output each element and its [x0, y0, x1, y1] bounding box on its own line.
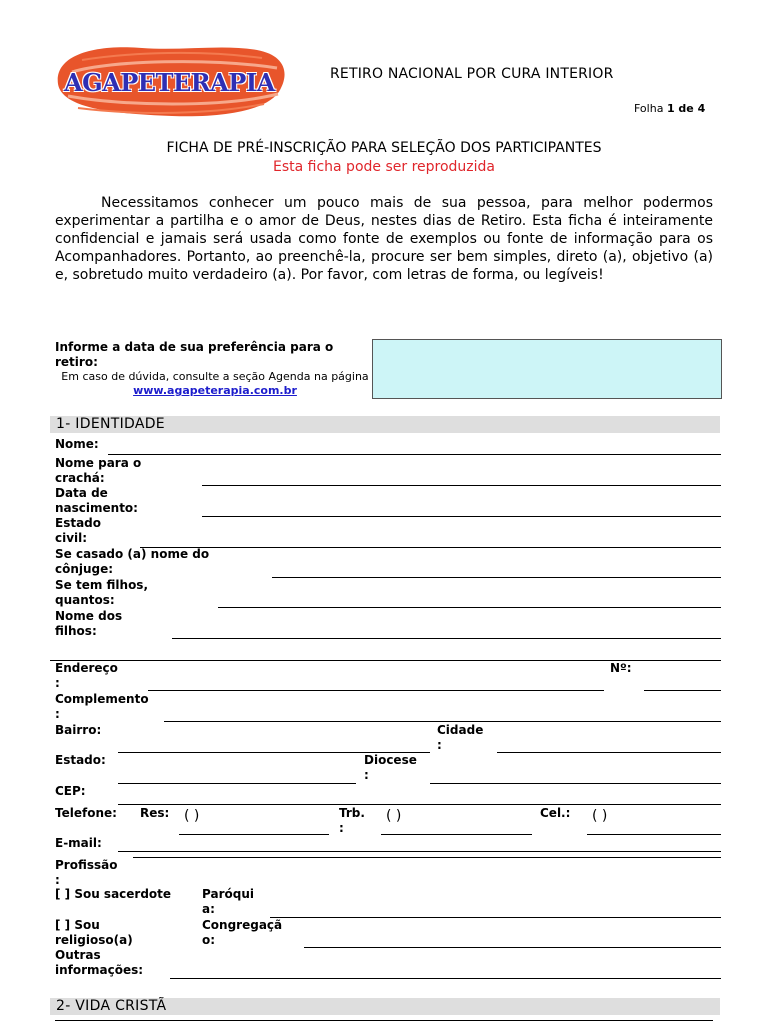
profissao-field[interactable]: [133, 857, 721, 858]
paroquia-field[interactable]: [270, 917, 721, 918]
telefone-label: Telefone:: [55, 806, 117, 820]
page-title: RETIRO NACIONAL POR CURA INTERIOR: [330, 66, 614, 82]
data-nascimento-field[interactable]: [202, 516, 721, 517]
paroquia-label: Paróqui a:: [202, 887, 254, 916]
trb-phone-field[interactable]: [381, 834, 532, 835]
nome-field[interactable]: [108, 454, 721, 455]
cidade-label: Cidade: [437, 723, 484, 737]
cidade-colon: :: [437, 738, 442, 752]
res-label: Res:: [140, 806, 170, 820]
intro-paragraph: Necessitamos conhecer um pouco mais de sua pessoa, para melhor podermos experimentar a partilha e o amor de Deus, nestes dias de Retiro. Esta ficha é inteiramente confidencial e jamais será usada como fonte de exemplos ou fonte de informação para os Acompanhadores. Portanto, ao preenchê-la, procure ser bem simples, direto (a), objetivo (a) e, sobretudo muito verdadeiro (a). Por favor, com letras de forma, ou legíveis!: [55, 195, 713, 283]
diocese-colon: :: [364, 768, 369, 782]
cel-label: Cel.:: [540, 806, 571, 820]
profissao-label: Profissão: [55, 858, 118, 872]
nome-filhos-label: Nome dos filhos:: [55, 609, 123, 638]
preferred-date-field[interactable]: [372, 339, 722, 399]
sacerdote-checkbox[interactable]: [ ] Sou sacerdote: [55, 887, 172, 901]
res-area-code: ( ): [184, 808, 200, 824]
outras-field[interactable]: [170, 978, 721, 979]
section-identity-header: 1- IDENTIDADE: [50, 416, 720, 433]
endereco-field[interactable]: [148, 690, 604, 691]
profissao-colon: :: [55, 873, 60, 887]
cep-label: CEP:: [55, 784, 86, 798]
trb-label: Trb.: [339, 806, 365, 820]
diocese-label: Diocese: [364, 753, 417, 767]
complemento-colon: :: [55, 707, 60, 721]
christian-field[interactable]: [55, 1020, 713, 1021]
complemento-label: Complemento: [55, 692, 149, 706]
form-title: FICHA DE PRÉ-INSCRIÇÃO PARA SELEÇÃO DOS PARTICIPANTES: [166, 140, 602, 156]
cidade-field[interactable]: [497, 752, 721, 753]
sheet-prefix: Folha: [634, 102, 664, 115]
conjuge-label: Se casado (a) nome do cônjuge:: [55, 547, 210, 576]
congregacao-label: Congregaçã o:: [202, 918, 283, 947]
nome-cracha-label: Nome para o crachá:: [55, 456, 142, 485]
data-nascimento-label: Data de nascimento:: [55, 486, 138, 515]
sheet-indicator: [634, 102, 705, 115]
conjuge-field[interactable]: [272, 577, 721, 578]
diocese-field[interactable]: [430, 783, 721, 784]
complemento-field[interactable]: [164, 721, 721, 722]
endereco-colon: :: [55, 676, 60, 690]
res-phone-field[interactable]: [179, 834, 329, 835]
endereco-label: Endereço: [55, 661, 118, 675]
religioso-checkbox[interactable]: [ ] Sou religioso(a): [55, 918, 133, 947]
trb-colon: :: [339, 821, 344, 835]
preference-label: Informe a data de sua preferência para o retiro:: [55, 340, 334, 369]
preference-note: [55, 370, 375, 398]
estado-civil-label: Estado civil:: [55, 516, 102, 545]
cel-area-code: ( ): [592, 808, 608, 824]
numero-label: Nº:: [610, 661, 632, 675]
cel-phone-field[interactable]: [587, 834, 721, 835]
outras-label: Outras informações:: [55, 948, 144, 977]
estado-field[interactable]: [118, 783, 356, 784]
trb-area-code: ( ): [386, 808, 402, 824]
filhos-label: Se tem filhos, quantos:: [55, 578, 149, 607]
agenda-link[interactable]: www.agapeterapia.com.br: [133, 384, 297, 397]
section-christian-header: 2- VIDA CRISTÃ: [50, 998, 720, 1015]
nome-filhos-field[interactable]: [172, 638, 721, 639]
preference-note-text: Em caso de dúvida, consulte a seção Agenda na página: [61, 370, 369, 383]
cep-field[interactable]: [118, 804, 721, 805]
nome-label: Nome:: [55, 437, 99, 451]
bairro-label: Bairro:: [55, 723, 102, 737]
form-subtitle: Esta ficha pode ser reproduzida: [272, 159, 496, 175]
filhos-field[interactable]: [218, 607, 721, 608]
email-label: E-mail:: [55, 836, 102, 850]
estado-label: Estado:: [55, 753, 106, 767]
agapeterapia-logo: [52, 42, 292, 120]
logo-text: AGAPETERAPIA: [64, 68, 275, 97]
congregacao-field[interactable]: [304, 947, 721, 948]
email-field[interactable]: [118, 851, 721, 852]
sheet-number: 1 de 4: [666, 102, 706, 115]
nome-cracha-field[interactable]: [202, 485, 721, 486]
numero-field[interactable]: [644, 690, 721, 691]
